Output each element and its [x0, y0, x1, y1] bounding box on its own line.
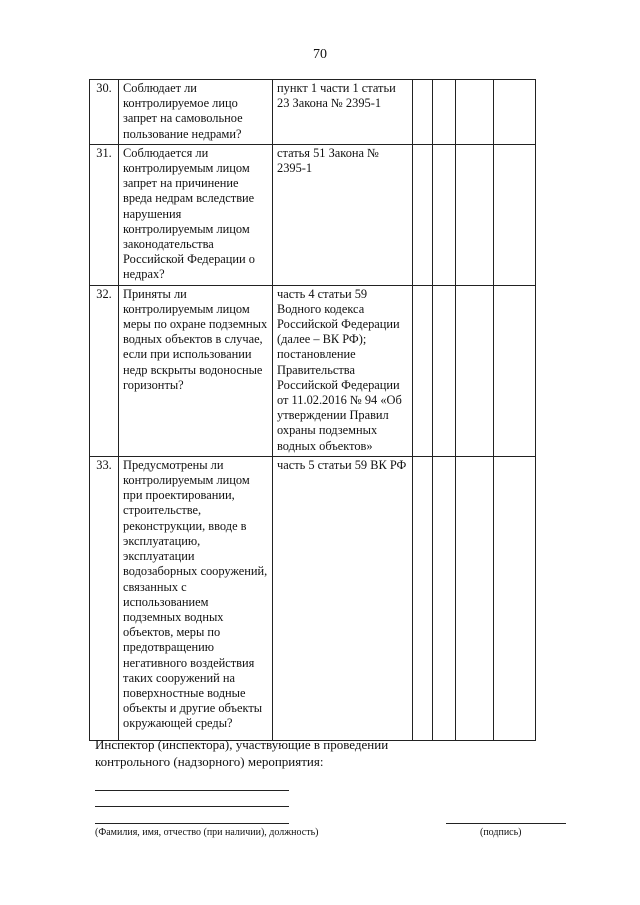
row-number: 31.: [90, 144, 119, 285]
row-reference: часть 5 статьи 59 ВК РФ: [273, 456, 413, 740]
page-number: 70: [313, 47, 327, 62]
answer-cell-note: [494, 80, 536, 145]
row-question: Приняты ли контролируемым лицом меры по охране подземных водных объектов в случае, если при использовании недр вскрыты водоносные горизонты?: [119, 285, 273, 456]
answer-cell-no: [433, 80, 456, 145]
signature-caption: (подпись): [480, 827, 522, 838]
answer-cell-na: [456, 144, 494, 285]
row-question: Соблюдается ли контролируемым лицом запрет на причинение вреда недрам вследствие нарушения контролируемым лицом законодательства Российской Федерации о недрах?: [119, 144, 273, 285]
row-reference: часть 4 статьи 59 Водного кодекса Российской Федерации (далее – ВК РФ); постановление Правительства Российской Федерации от 11.02.2016 № 94 «Об утверждении Правил охраны подземных водных объектов»: [273, 285, 413, 456]
answer-cell-no: [433, 144, 456, 285]
answer-cell-no: [433, 456, 456, 740]
answer-cell-na: [456, 285, 494, 456]
row-number: 30.: [90, 80, 119, 145]
signature-line-1: [95, 790, 289, 791]
row-reference: статья 51 Закона № 2395-1: [273, 144, 413, 285]
signature-line-2: [95, 806, 289, 807]
name-caption: (Фамилия, имя, отчество (при наличии), должность): [95, 827, 319, 838]
row-reference: пункт 1 части 1 статьи 23 Закона № 2395-1: [273, 80, 413, 145]
row-question: Соблюдает ли контролируемое лицо запрет на самовольное пользование недрами?: [119, 80, 273, 145]
row-number: 33.: [90, 456, 119, 740]
table-row: [90, 80, 536, 145]
answer-cell-note: [494, 285, 536, 456]
row-question: Предусмотрены ли контролируемым лицом при проектировании, строительстве, реконструкции, вводе в эксплуатацию, эксплуатации водозаборных сооружений, связанных с использованием подземных водных объектов, меры по предотвращению негативного воздействия таких сооружений на поверхностные водные объекты и другие объекты окружающей среды?: [119, 456, 273, 740]
answer-cell-yes: [413, 144, 433, 285]
checklist-table: [89, 79, 536, 741]
answer-cell-na: [456, 456, 494, 740]
answer-cell-note: [494, 144, 536, 285]
signature-line-4: [446, 823, 566, 824]
answer-cell-yes: [413, 80, 433, 145]
row-number: 32.: [90, 285, 119, 456]
answer-cell-yes: [413, 285, 433, 456]
table-row: [90, 456, 536, 740]
answer-cell-na: [456, 80, 494, 145]
inspector-label: Инспектор (инспектора), участвующие в проведении контрольного (надзорного) мероприятия:: [95, 737, 389, 769]
table-row: [90, 285, 536, 456]
answer-cell-yes: [413, 456, 433, 740]
answer-cell-no: [433, 285, 456, 456]
answer-cell-note: [494, 456, 536, 740]
signature-line-3: [95, 823, 289, 824]
table-row: [90, 144, 536, 285]
